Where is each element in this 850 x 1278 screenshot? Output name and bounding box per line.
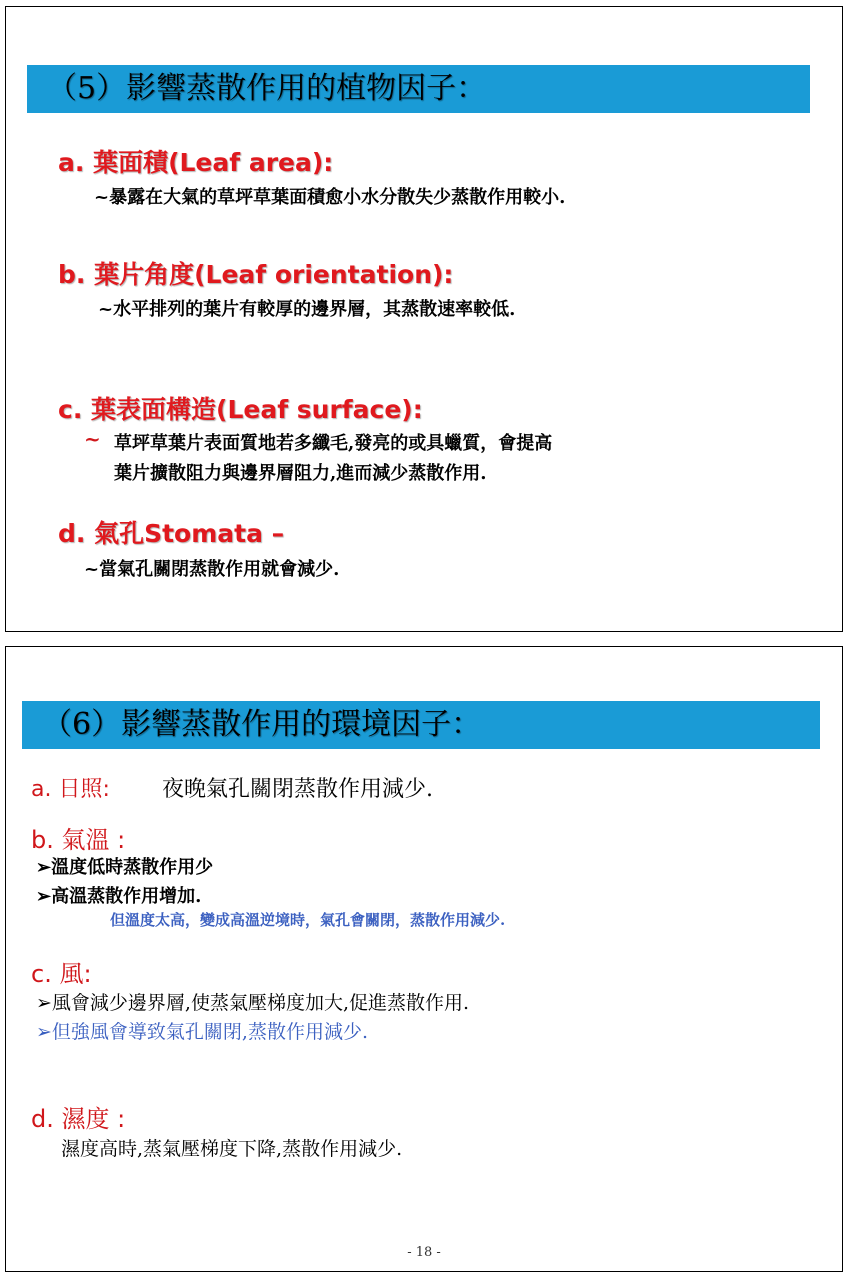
item-c-tilde: ~ (84, 427, 101, 451)
temperature-bullet-2: ➢高溫蒸散作用增加. (36, 886, 202, 907)
page-number: - 18 - (407, 1245, 441, 1260)
item-a-heading: a. 葉面積(Leaf area): (58, 148, 334, 177)
humidity-label: d. 濕度 : (31, 1105, 126, 1133)
slide-environment-factors (5, 646, 843, 1272)
slide-plant-factors (5, 6, 843, 632)
temperature-note: 但溫度太高，變成高溫逆境時，氣孔會關閉，蒸散作用減少. (110, 911, 506, 929)
temperature-bullet-1: ➢溫度低時蒸散作用少 (36, 857, 214, 878)
item-c-text-line1: 草坪草葉片表面質地若多纖毛,發亮的或具蠟質，會提高 (114, 433, 553, 454)
item-c-heading: c. 葉表面構造(Leaf surface): (58, 395, 423, 424)
arrowhead-bullet-icon: ➢ (36, 1021, 52, 1043)
sunlight-text: 夜晚氣孔關閉蒸散作用減少. (162, 777, 433, 802)
arrowhead-bullet-icon: ➢ (36, 992, 52, 1014)
item-d-heading: d. 氣孔Stomata – (58, 519, 285, 548)
sunlight-label: a. 日照: (31, 777, 110, 802)
item-d-text: ~當氣孔關閉蒸散作用就會減少. (84, 559, 340, 580)
arrowhead-bullet-icon: ➢ (36, 886, 52, 907)
slide-title: （5）影響蒸散作用的植物因子： (27, 65, 810, 113)
temperature-label: b. 氣溫 : (31, 826, 126, 854)
item-c-text-line2: 葉片擴散阻力與邊界層阻力,進而減少蒸散作用. (114, 463, 487, 484)
wind-label: c. 風: (31, 960, 92, 988)
item-b-heading: b. 葉片角度(Leaf orientation): (58, 260, 454, 289)
item-b-text: ~水平排列的葉片有較厚的邊界層，其蒸散速率較低. (98, 299, 516, 320)
humidity-text: 濕度高時,蒸氣壓梯度下降,蒸散作用減少. (61, 1138, 403, 1160)
wind-bullet-1: ➢風會減少邊界層,使蒸氣壓梯度加大,促進蒸散作用. (36, 992, 470, 1014)
wind-bullet-2: ➢但強風會導致氣孔關閉,蒸散作用減少. (36, 1021, 369, 1043)
item-a-text: ~暴露在大氣的草坪草葉面積愈小水分散失少蒸散作用較小. (94, 187, 566, 208)
arrowhead-bullet-icon: ➢ (36, 857, 52, 878)
slide-title: （6）影響蒸散作用的環境因子： (22, 701, 820, 749)
